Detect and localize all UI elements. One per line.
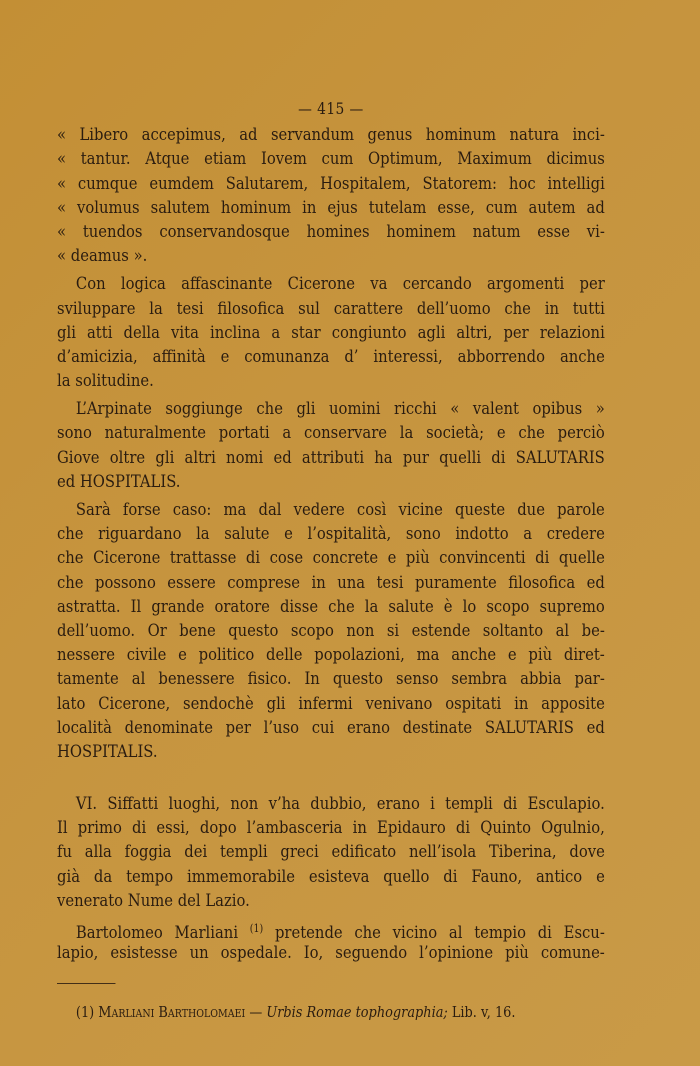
text-line: venerato Nume del Lazio.	[57, 890, 250, 911]
text-line: sviluppare la tesi filosofica sul carattere dell’uomo che in tutti	[57, 298, 605, 319]
quote-line: « deamus ».	[57, 246, 148, 267]
quote-line: « tuendos conservandosque homines hominem natum esse vi-	[57, 221, 605, 242]
text-line: dell’uomo. Or bene questo scopo non si estende soltanto al be-	[57, 620, 605, 641]
text-line: lapio, esistesse un ospedale. Io, seguendo l’opinione più comune-	[57, 943, 605, 964]
text-line: Giove oltre gli altri nomi ed attributi ha pur quelli di SALUTARIS	[57, 447, 605, 468]
footnote-reference-text: Lib. v, 16.	[447, 1003, 516, 1022]
text-line: Sarà forse caso: ma dal vedere così vicine queste due parole	[75, 500, 605, 521]
book-page	[57, 97, 605, 1025]
quote-line: « Libero accepimus, ad servandum genus hominum natura inci-	[57, 125, 605, 146]
text-line: L’Arpinate soggiunge che gli uomini ricchi « valent opibus »	[75, 399, 605, 420]
text-line: Con logica affascinante Cicerone va cercando argomenti per	[75, 274, 605, 295]
text-line: astratta. Il grande oratore disse che la salute è lo scopo supremo	[57, 596, 605, 617]
footnote-author: Marliani Bartholomaei	[98, 1003, 246, 1022]
text-line	[57, 917, 605, 944]
text-segment: pretende che vicino al tempio di Escu-	[274, 923, 605, 944]
section-gap	[57, 768, 605, 792]
section-vi-paragraph	[57, 792, 605, 913]
footnote-divider	[57, 983, 115, 984]
text-line: tamente al benessere fisico. In questo senso sembra abbia par-	[57, 669, 605, 690]
footnote-reference[interactable]: (1)	[249, 922, 264, 936]
text-line: già da tempo immemorabile esisteva quello di Fauno, antico e	[57, 866, 605, 887]
quote-line: « tantur. Atque etiam Iovem cum Optimum, Maximum dicimus	[57, 149, 605, 170]
text-line: località denominate per l’uso cui erano destinate SALUTARIS ed	[57, 717, 605, 738]
footnote-dash: —	[245, 1003, 267, 1022]
paragraph-marliani	[57, 917, 605, 965]
text-line: nessere civile e politico delle popolazioni, ma anche e più diret-	[57, 645, 605, 666]
text-line: sono naturalmente portati a conservare la società; e che perciò	[57, 423, 605, 444]
page-number: — 415 —	[298, 99, 364, 118]
text-line: gli atti della vita inclina a star congiunto agli altri, per relazioni	[57, 322, 605, 343]
text-line: d’amicizia, affinità e comunanza d’ interessi, abborrendo anche	[57, 346, 605, 367]
text-line: lato Cicerone, sendochè gli infermi venivano ospitati in apposite	[57, 693, 605, 714]
footnote-title: Urbis Romae tophographia;	[266, 1003, 448, 1022]
text-line: che Cicerone trattasse di cose concrete e più convincenti di quelle	[57, 548, 605, 569]
text-line: VI. Siffatti luoghi, non v’ha dubbio, erano i templi di Esculapio.	[75, 794, 605, 815]
latin-quote	[57, 123, 605, 268]
paragraph-arpinate	[57, 397, 605, 494]
paragraph-salute	[57, 498, 605, 764]
text-segment: Bartolomeo Marliani	[75, 923, 239, 944]
text-line: che possono essere comprese in una tesi puramente filosofica ed	[57, 572, 605, 593]
footnote-marker: (1)	[75, 1003, 95, 1022]
text-line: HOSPITALIS.	[57, 741, 158, 762]
text-line: Il primo di essi, dopo l’ambasceria in Epidauro di Quinto Ogulnio,	[57, 818, 605, 839]
footnote	[57, 1000, 605, 1024]
text-line: ed HOSPITALIS.	[57, 471, 181, 492]
text-line: che riguardano la salute e l’ospitalità, sono indotto a credere	[57, 524, 605, 545]
text-line: la solitudine.	[57, 371, 154, 392]
text-line: fu alla foggia dei templi greci edificato nell’isola Tiberina, dove	[57, 842, 605, 863]
paragraph-cicerone	[57, 272, 605, 393]
quote-line: « cumque eumdem Salutarem, Hospitalem, Statorem: hoc intelligi	[57, 173, 605, 194]
quote-line: « volumus salutem hominum in ejus tutelam esse, cum autem ad	[57, 197, 605, 218]
